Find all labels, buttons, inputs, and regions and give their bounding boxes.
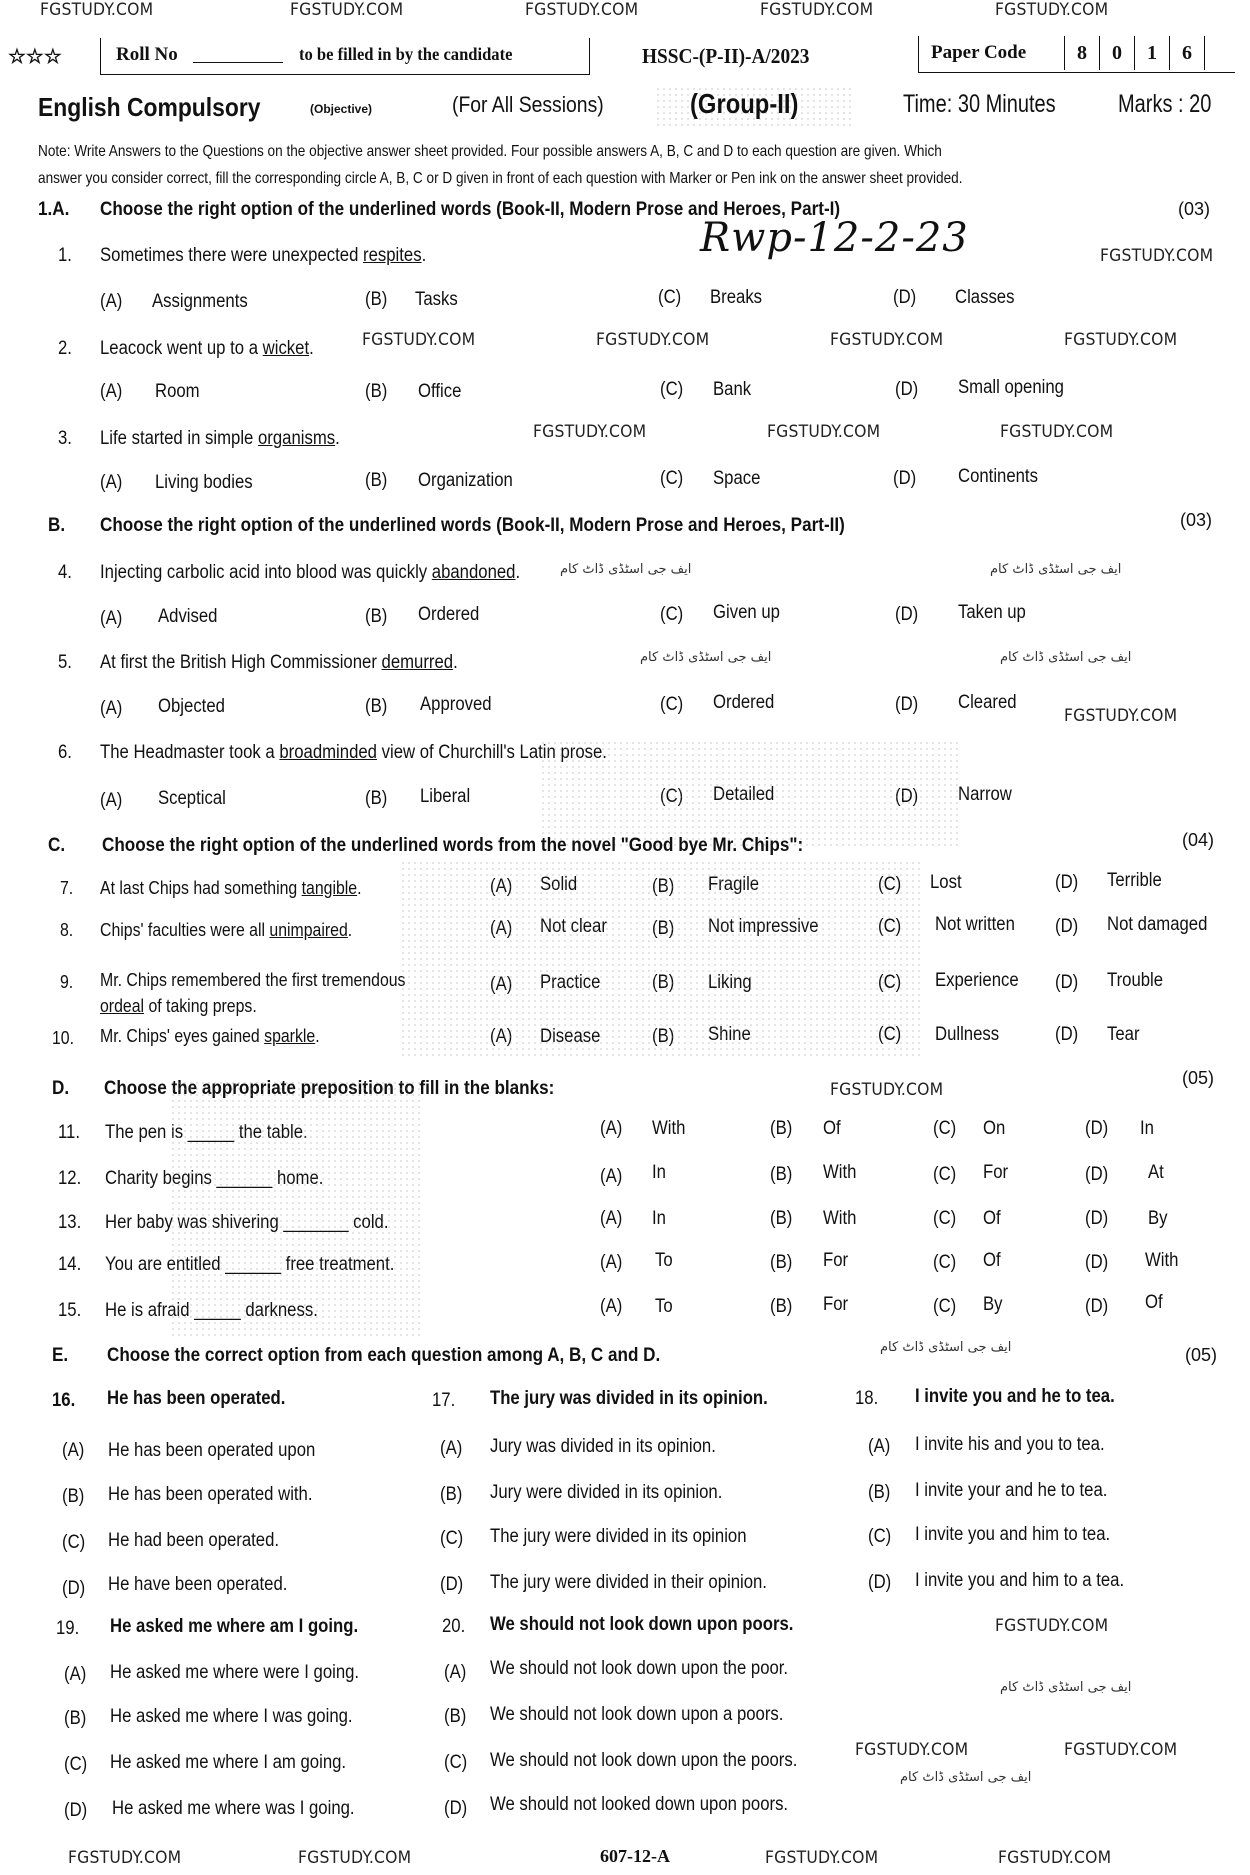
question-number: 10. <box>52 1028 75 1048</box>
urdu-watermark: ایف جی اسٹڈی ڈاٹ کام <box>1000 1680 1132 1695</box>
option-b[interactable]: Organization <box>418 470 513 491</box>
option-letter: (C) <box>64 1754 88 1775</box>
watermark-text: FGSTUDY.COM <box>995 1616 1109 1636</box>
watermark-text: FGSTUDY.COM <box>998 1848 1112 1868</box>
option-letter: (C) <box>658 287 682 308</box>
question-text: Leacock went up to a wicket. <box>100 338 314 359</box>
option-letter: (C) <box>878 972 902 993</box>
paper-footer-code: 607-12-A <box>600 1846 670 1866</box>
option-letter: (D) <box>1085 1164 1109 1185</box>
roll-no-field[interactable] <box>193 62 283 63</box>
question-text: I invite you and he to tea. <box>915 1386 1115 1407</box>
paper-code-digit: 0 <box>1099 36 1134 70</box>
sessions-label: (For All Sessions) <box>452 92 604 117</box>
option-a[interactable]: Living bodies <box>155 472 253 493</box>
option-c[interactable]: Dullness <box>935 1024 1000 1045</box>
option-letter: (D) <box>1085 1118 1109 1139</box>
question-number: 15. <box>58 1300 82 1321</box>
underlined-word: organisms <box>257 428 336 449</box>
option-letter: (C) <box>444 1752 468 1773</box>
option-a[interactable]: I invite his and you to tea. <box>915 1434 1105 1455</box>
paper-code-label: Paper Code <box>931 42 1027 63</box>
urdu-watermark: ایف جی اسٹڈی ڈاٹ کام <box>900 1770 1032 1785</box>
scan-noise <box>540 740 960 850</box>
option-letter: (A) <box>100 291 123 312</box>
question-text: He is afraid _____ darkness. <box>105 1300 318 1321</box>
option-letter: (B) <box>770 1118 793 1139</box>
option-letter: (D) <box>1055 872 1079 893</box>
option-a[interactable]: Assignments <box>152 291 248 312</box>
option-letter: (B) <box>365 696 388 717</box>
watermark-text: FGSTUDY.COM <box>830 1080 944 1100</box>
option-d[interactable]: Tear <box>1107 1024 1140 1045</box>
option-letter: (D) <box>1055 1024 1079 1045</box>
paper-code-box <box>918 36 1235 73</box>
option-letter: (A) <box>600 1208 623 1229</box>
section-label: B. <box>48 515 66 536</box>
section-title: Choose the correct option from each question among A, B, C and D. <box>107 1345 661 1366</box>
option-d[interactable]: He have been operated. <box>108 1574 288 1595</box>
exam-title: HSSC-(P-II)-A/2023 <box>642 44 810 68</box>
option-letter: (A) <box>490 918 513 939</box>
option-letter: (C) <box>660 604 684 625</box>
option-d[interactable]: Not damaged <box>1107 914 1208 935</box>
urdu-watermark: ایف جی اسٹڈی ڈاٹ کام <box>990 562 1122 577</box>
option-letter: (D) <box>895 786 919 807</box>
watermark-text: FGSTUDY.COM <box>1064 706 1178 726</box>
section-title: Choose the appropriate preposition to fill in the blanks: <box>104 1078 555 1099</box>
option-a[interactable]: To <box>655 1296 673 1317</box>
watermark-text: FGSTUDY.COM <box>1064 330 1178 350</box>
question-number: 2. <box>58 338 72 359</box>
option-b[interactable]: Not impressive <box>708 916 819 937</box>
underlined-word: broadminded <box>279 742 377 763</box>
option-d[interactable]: Of <box>1145 1292 1163 1313</box>
option-letter: (A) <box>100 698 123 719</box>
option-letter: (D) <box>1085 1208 1109 1229</box>
question-text: We should not look down upon poors. <box>490 1614 794 1635</box>
urdu-watermark: ایف جی اسٹڈی ڈاٹ کام <box>1000 650 1132 665</box>
scan-noise <box>400 860 920 1060</box>
question-text-line-1: Mr. Chips remembered the first tremendous <box>100 970 406 990</box>
option-d[interactable]: At <box>1148 1162 1164 1183</box>
option-letter: (C) <box>660 379 684 400</box>
question-number: 8. <box>60 920 74 940</box>
option-letter: (A) <box>444 1662 467 1683</box>
question-text: At first the British High Commissioner demurred. <box>100 652 458 673</box>
option-c[interactable]: For <box>983 1162 1009 1183</box>
option-a[interactable]: He has been operated upon <box>108 1440 316 1461</box>
option-d[interactable]: We should not looked down upon poors. <box>490 1794 789 1815</box>
option-d[interactable]: Classes <box>955 287 1015 308</box>
watermark-text: FGSTUDY.COM <box>596 330 710 350</box>
roll-no-box <box>100 38 590 75</box>
handwritten-date: Rwp-12-2-23 <box>700 215 969 261</box>
question-text: The jury was divided in its opinion. <box>490 1388 768 1409</box>
option-letter: (C) <box>878 1024 902 1045</box>
option-b[interactable]: With <box>823 1162 857 1183</box>
option-letter: (D) <box>440 1574 464 1595</box>
option-letter: (B) <box>365 606 388 627</box>
option-letter: (D) <box>1085 1252 1109 1273</box>
question-number: 5. <box>58 652 72 673</box>
option-letter: (C) <box>933 1296 957 1317</box>
option-letter: (B) <box>444 1706 467 1727</box>
question-number: 6. <box>58 742 72 763</box>
watermark-text: FGSTUDY.COM <box>995 0 1109 20</box>
urdu-watermark: ایف جی اسٹڈی ڈاٹ کام <box>560 562 692 577</box>
instructions-line-2: answer you consider correct, fill the corresponding circle A, B, C or D given in front of each question with Marker or Pen ink on the answer sheet provided. <box>38 170 963 187</box>
question-text: He has been operated. <box>107 1388 286 1409</box>
underlined-word: respites <box>363 245 422 266</box>
option-d[interactable]: Small opening <box>958 377 1064 398</box>
option-letter: (C) <box>933 1118 957 1139</box>
watermark-text: FGSTUDY.COM <box>1064 1740 1178 1760</box>
section-label: D. <box>52 1078 70 1099</box>
question-text: Her baby was shivering _______ cold. <box>105 1212 389 1233</box>
option-d[interactable]: Cleared <box>958 692 1017 713</box>
roll-no-note: to be filled in by the candidate <box>299 44 513 64</box>
watermark-text: FGSTUDY.COM <box>1000 422 1114 442</box>
option-c[interactable]: Lost <box>930 872 962 893</box>
option-letter: (B) <box>770 1208 793 1229</box>
question-text: The Headmaster took a broadminded view of Churchill's Latin prose. <box>100 742 607 763</box>
option-letter: (D) <box>62 1578 86 1599</box>
option-letter: (A) <box>600 1118 623 1139</box>
option-d[interactable]: I invite you and him to a tea. <box>915 1570 1125 1591</box>
question-text: At last Chips had something tangible. <box>100 878 362 898</box>
option-a[interactable]: Not clear <box>540 916 607 937</box>
time-label: Time: 30 Minutes <box>903 90 1056 118</box>
option-c[interactable]: Ordered <box>713 692 775 713</box>
option-letter: (A) <box>490 876 513 897</box>
question-text: Chips' faculties were all unimpaired. <box>100 920 353 940</box>
option-c[interactable]: Of <box>983 1250 1001 1271</box>
watermark-text: FGSTUDY.COM <box>760 0 874 20</box>
option-letter: (B) <box>365 289 388 310</box>
question-number: 19. <box>56 1618 80 1639</box>
option-letter: (B) <box>652 876 675 897</box>
option-letter: (D) <box>444 1798 468 1819</box>
question-number: 20. <box>442 1616 466 1637</box>
option-letter: (B) <box>868 1482 891 1503</box>
watermark-text: FGSTUDY.COM <box>765 1848 879 1868</box>
section-marks: (03) <box>1178 199 1211 219</box>
option-letter: (B) <box>770 1296 793 1317</box>
option-letter: (C) <box>660 468 684 489</box>
urdu-watermark: ایف جی اسٹڈی ڈاٹ کام <box>640 650 772 665</box>
option-letter: (D) <box>893 287 917 308</box>
question-text: Injecting carbolic acid into blood was quickly abandoned. <box>100 562 521 583</box>
watermark-text: FGSTUDY.COM <box>855 1740 969 1760</box>
roll-no-label: Roll No <box>116 44 178 65</box>
watermark-text: FGSTUDY.COM <box>290 0 404 20</box>
option-letter: (A) <box>600 1252 623 1273</box>
option-c[interactable]: I invite you and him to tea. <box>915 1524 1111 1545</box>
option-letter: (C) <box>440 1528 464 1549</box>
watermark-text: FGSTUDY.COM <box>1100 246 1214 266</box>
option-a[interactable]: To <box>655 1250 673 1271</box>
option-c[interactable]: On <box>983 1118 1006 1139</box>
option-letter: (D) <box>1055 916 1079 937</box>
option-a[interactable]: In <box>652 1208 666 1229</box>
option-letter: (B) <box>64 1708 87 1729</box>
paper-code-digits <box>1064 36 1205 70</box>
section-marks: (04) <box>1182 830 1215 850</box>
watermark-text: FGSTUDY.COM <box>362 330 476 350</box>
subject-title: English Compulsory <box>38 92 261 122</box>
underlined-word: demurred <box>381 652 454 673</box>
option-a[interactable]: Objected <box>158 696 225 717</box>
question-text: He asked me where am I going. <box>110 1616 359 1637</box>
option-letter: (A) <box>440 1438 463 1459</box>
option-d[interactable]: Taken up <box>958 602 1026 623</box>
option-d[interactable]: Terrible <box>1107 870 1162 891</box>
option-d[interactable]: By <box>1148 1208 1168 1229</box>
section-marks: (03) <box>1180 510 1213 530</box>
question-number: 3. <box>58 428 72 449</box>
option-letter: (A) <box>62 1440 85 1461</box>
option-letter: (A) <box>100 790 123 811</box>
question-number: 17. <box>432 1390 456 1411</box>
option-letter: (D) <box>895 604 919 625</box>
paper-code-digit: 6 <box>1169 36 1205 70</box>
option-b[interactable]: Liking <box>708 972 752 993</box>
option-letter: (C) <box>878 916 902 937</box>
option-letter: (C) <box>868 1526 892 1547</box>
option-a[interactable]: We should not look down upon the poor. <box>490 1658 789 1679</box>
option-letter: (C) <box>933 1252 957 1273</box>
paper-code-digit: 1 <box>1134 36 1169 70</box>
section-marks: (05) <box>1182 1068 1215 1088</box>
question-text: Charity begins ______ home. <box>105 1168 324 1189</box>
watermark-text: FGSTUDY.COM <box>298 1848 412 1868</box>
option-c[interactable]: The jury were divided in its opinion <box>490 1526 747 1547</box>
option-letter: (A) <box>64 1664 87 1685</box>
section-label: E. <box>52 1345 69 1366</box>
option-c[interactable]: Of <box>983 1208 1001 1229</box>
option-letter: (B) <box>365 381 388 402</box>
option-c[interactable]: Given up <box>713 602 780 623</box>
section-title: Choose the right option of the underlined words (Book-II, Modern Prose and Heroes, Part-II) <box>100 515 845 536</box>
option-a[interactable]: Jury was divided in its opinion. <box>490 1436 716 1457</box>
option-b[interactable]: With <box>823 1208 857 1229</box>
group-label: (Group-II) <box>690 88 799 119</box>
option-d[interactable]: He asked me where was I going. <box>112 1798 355 1819</box>
underlined-word: unimpaired <box>269 920 348 940</box>
underlined-word: sparkle <box>264 1026 316 1046</box>
instructions-line-1: Note: Write Answers to the Questions on the objective answer sheet provided. Four possible answers A, B, C and D to each question are given. Which <box>38 143 942 160</box>
watermark-text: FGSTUDY.COM <box>40 0 154 20</box>
underlined-word: wicket <box>262 338 310 359</box>
option-letter: (B) <box>652 1026 675 1047</box>
option-a[interactable]: Disease <box>540 1026 601 1047</box>
option-letter: (A) <box>100 472 123 493</box>
option-b[interactable]: Liberal <box>420 786 471 807</box>
option-c[interactable]: Bank <box>713 379 752 400</box>
option-b[interactable]: Ordered <box>418 604 480 625</box>
option-d[interactable]: Continents <box>958 466 1038 487</box>
option-letter: (C) <box>660 694 684 715</box>
option-c[interactable]: Not written <box>935 914 1015 935</box>
option-letter: (D) <box>895 694 919 715</box>
question-text: Mr. Chips' eyes gained sparkle. <box>100 1026 320 1046</box>
option-b[interactable]: Fragile <box>708 874 760 895</box>
question-number: 18. <box>855 1388 879 1409</box>
option-c[interactable]: We should not look down upon the poors. <box>490 1750 798 1771</box>
option-c[interactable]: Detailed <box>713 784 775 805</box>
option-letter: (C) <box>660 786 684 807</box>
option-d[interactable]: In <box>1140 1118 1154 1139</box>
underlined-word: tangible <box>301 878 358 898</box>
option-b[interactable]: I invite your and he to tea. <box>915 1480 1108 1501</box>
paper-type: (Objective) <box>310 102 373 116</box>
option-c[interactable]: Experience <box>935 970 1019 991</box>
watermark-text: FGSTUDY.COM <box>525 0 639 20</box>
option-letter: (B) <box>365 788 388 809</box>
option-a[interactable]: In <box>652 1162 666 1183</box>
option-letter: (C) <box>933 1164 957 1185</box>
paper-code-digit: 8 <box>1064 36 1099 70</box>
urdu-watermark: ایف جی اسٹڈی ڈاٹ کام <box>880 1340 1012 1355</box>
option-letter: (D) <box>893 468 917 489</box>
stars-icon: ☆☆☆ <box>8 46 62 68</box>
option-b[interactable]: Shine <box>708 1024 751 1045</box>
option-letter: (B) <box>62 1486 85 1507</box>
question-number: 11. <box>58 1122 81 1143</box>
section-marks: (05) <box>1185 1345 1218 1365</box>
option-b[interactable]: Office <box>418 381 462 402</box>
option-a[interactable]: Practice <box>540 972 601 993</box>
option-b[interactable]: For <box>823 1250 849 1271</box>
option-b[interactable]: Jury were divided in its opinion. <box>490 1482 723 1503</box>
question-number: 1. <box>58 245 72 266</box>
question-number: 4. <box>58 562 72 583</box>
option-letter: (A) <box>600 1296 623 1317</box>
option-d[interactable]: The jury were divided in their opinion. <box>490 1572 767 1593</box>
option-letter: (C) <box>878 874 902 895</box>
option-b[interactable]: Of <box>823 1118 841 1139</box>
option-letter: (B) <box>365 470 388 491</box>
option-letter: (C) <box>62 1532 86 1553</box>
option-a[interactable]: Solid <box>540 874 578 895</box>
option-c[interactable]: Space <box>713 468 761 489</box>
question-number: 16. <box>52 1390 76 1411</box>
option-c[interactable]: He had been operated. <box>108 1530 280 1551</box>
option-b[interactable]: We should not look down upon a poors. <box>490 1704 784 1725</box>
option-b[interactable]: He asked me where I was going. <box>110 1706 353 1727</box>
option-b[interactable]: Approved <box>420 694 492 715</box>
question-text: You are entitled ______ free treatment. <box>105 1254 395 1275</box>
option-letter: (D) <box>64 1800 88 1821</box>
option-letter: (A) <box>868 1436 891 1457</box>
option-letter: (B) <box>440 1484 463 1505</box>
question-text: Life started in simple organisms. <box>100 428 340 449</box>
option-c[interactable]: He asked me where I am going. <box>110 1752 347 1773</box>
question-text: The pen is _____ the table. <box>105 1122 308 1143</box>
option-letter: (B) <box>652 918 675 939</box>
option-letter: (D) <box>895 379 919 400</box>
question-number: 14. <box>58 1254 82 1275</box>
question-text-line-2: ordeal of taking preps. <box>100 996 257 1016</box>
option-letter: (B) <box>652 972 675 993</box>
option-b[interactable]: Tasks <box>415 289 458 310</box>
underlined-word: ordeal <box>100 996 145 1016</box>
section-title: Choose the right option of the underlined words (Book-II, Modern Prose and Heroes, Part-I) <box>100 199 841 220</box>
question-number: 13. <box>58 1212 82 1233</box>
section-label: C. <box>48 835 66 856</box>
watermark-text: FGSTUDY.COM <box>68 1848 182 1868</box>
option-a[interactable]: Advised <box>158 606 218 627</box>
option-b[interactable]: He has been operated with. <box>108 1484 313 1505</box>
option-letter: (B) <box>770 1252 793 1273</box>
option-letter: (B) <box>770 1164 793 1185</box>
option-letter: (A) <box>490 974 513 995</box>
option-letter: (D) <box>1085 1296 1109 1317</box>
watermark-text: FGSTUDY.COM <box>767 422 881 442</box>
option-c[interactable]: By <box>983 1294 1003 1315</box>
option-d[interactable]: With <box>1145 1250 1179 1271</box>
option-b[interactable]: For <box>823 1294 849 1315</box>
question-number: 12. <box>58 1168 82 1189</box>
option-a[interactable]: With <box>652 1118 686 1139</box>
marks-label: Marks : 20 <box>1118 90 1212 118</box>
question-text: Sometimes there were unexpected respites. <box>100 245 427 266</box>
option-letter: (D) <box>868 1572 892 1593</box>
option-letter: (A) <box>490 1026 513 1047</box>
question-number: 9. <box>60 972 74 992</box>
underlined-word: abandoned <box>431 562 516 583</box>
question-number: 7. <box>60 878 74 898</box>
option-letter: (D) <box>1055 972 1079 993</box>
option-letter: (A) <box>100 608 123 629</box>
section-title: Choose the right option of the underlined words from the novel "Good bye Mr. Chips": <box>102 835 804 856</box>
option-letter: (C) <box>933 1208 957 1229</box>
option-d[interactable]: Trouble <box>1107 970 1164 991</box>
option-letter: (A) <box>100 381 123 402</box>
option-a[interactable]: Sceptical <box>158 788 226 809</box>
watermark-text: FGSTUDY.COM <box>830 330 944 350</box>
option-letter: (A) <box>600 1166 623 1187</box>
scan-noise <box>170 1080 420 1340</box>
option-d[interactable]: Narrow <box>958 784 1012 805</box>
option-a[interactable]: Room <box>155 381 200 402</box>
option-c[interactable]: Breaks <box>710 287 763 308</box>
section-label: 1.A. <box>38 199 70 220</box>
option-a[interactable]: He asked me where were I going. <box>110 1662 360 1683</box>
watermark-text: FGSTUDY.COM <box>533 422 647 442</box>
